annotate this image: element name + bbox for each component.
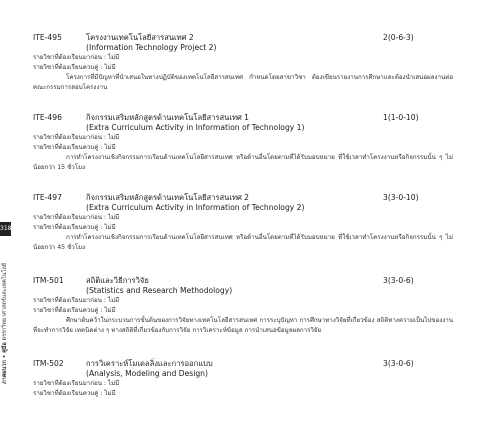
course-title-th: โครงงานเทคโนโลยีสารสนเทศ 2 [86,33,194,42]
course-title-th: การวิเคราะห์โมเดลลิ่งและการออกแบบ [86,359,213,368]
course-coreq: รายวิชาที่ต้องเรียนควบคู่ : ไม่มี [33,144,116,151]
course-credits: 2(0-6-3) [383,33,414,42]
course-title-th: สถิติและวิธีการวิจัย [86,276,149,285]
course-code: ITM-501 [33,276,64,285]
course-prereq: รายวิชาที่ต้องเรียนมาก่อน : ไม่มี [33,214,120,221]
course-block [33,193,453,253]
page-number: 318 [0,222,11,236]
course-credits: 1(1-0-10) [383,113,419,122]
course-prereq: รายวิชาที่ต้องเรียนมาก่อน : ไม่มี [33,297,120,304]
course-coreq: รายวิชาที่ต้องเรียนควบคู่ : ไม่มี [33,307,116,314]
course-prereq: รายวิชาที่ต้องเรียนมาก่อน : ไม่มี [33,380,120,387]
course-credits: 3(3-0-6) [383,359,414,368]
course-prereq: รายวิชาที่ต้องเรียนมาก่อน : ไม่มี [33,54,120,61]
course-code: ITE-496 [33,113,62,122]
course-title-en: (Statistics and Research Methodology) [86,286,233,295]
course-prereq: รายวิชาที่ต้องเรียนมาก่อน : ไม่มี [33,134,120,141]
side-running-header [1,244,10,384]
course-title-en: (Information Technology Project 2) [86,43,217,52]
course-description: การทำโครงงานเชิงกิจกรรมการเรียนด้านเทคโนโลยีสารสนเทศ หรือด้านอื่นโดยตามที่ได้รับมอบหมาย ที่ใช้เวลาทำโครงงานหรือกิจกรรมนั้น ๆ ไม่น้อยกว่า 15 ชั่วโมง [33,154,453,171]
side-label-rest: ตรรกวิทยาศาสตร์และเทคโนโลยี [2,262,8,343]
course-coreq: รายวิชาที่ต้องเรียนควบคู่ : ไม่มี [33,224,116,231]
course-title-th: กิจกรรมเสริมหลักสูตรด้านเทคโนโลยีสารสนเทศ 2 [86,193,250,202]
course-description: ศึกษาต้นคว้าในกระบวนการขั้นต้นของการวิจัยทางเทคโนโลยีสารสนเทศ การระบุปัญหา การศึกษาทางวิจัยที่เกี่ยวข้อง สถิติทางความเป็นไปของงานที่จะทำการวิจัย เทคนิคต่าง ๆ ทางสถิติที่เกี่ยวข้องกับการวิจัย การวิเคราะห์ข้อมูล การนำเสนอข้อมูลผลการวิจัย [33,317,453,334]
course-block [33,113,453,173]
course-code: ITE-497 [33,193,62,202]
course-code: ITM-502 [33,359,64,368]
course-description: การทำโครงงานเชิงกิจกรรมการเรียนด้านเทคโนโลยีสารสนเทศ หรือด้านอื่นโดยตามที่ได้รับมอบหมาย ที่ใช้เวลาทำโครงงานหรือกิจกรรมนั้น ๆ ไม่น้อยกว่า 45 ชั่วโมง [33,234,453,251]
side-label-bold: ภาคผนวก • คู่มือ [2,342,8,384]
course-block [33,359,453,399]
course-block [33,33,453,93]
course-description: โครงการที่มีปัญหาที่นำเสนอในทางปฏิบัติของเทคโนโลยีสารสนเทศ กำหนดโดยสาขาวิชา ต้องเขียนรายงานการศึกษาและต้องนำเสนอผลงานต่อคณะกรรมการสอบโครงงาน [33,74,453,91]
course-code: ITE-495 [33,33,62,42]
course-coreq: รายวิชาที่ต้องเรียนควบคู่ : ไม่มี [33,390,116,397]
course-title-en: (Analysis, Modeling and Design) [86,369,208,378]
course-block [33,276,453,336]
course-credits: 3(3-0-10) [383,193,419,202]
course-coreq: รายวิชาที่ต้องเรียนควบคู่ : ไม่มี [33,64,116,71]
course-title-en: (Extra Curriculum Activity in Information of Technology 1) [86,123,305,132]
course-title-en: (Extra Curriculum Activity in Information of Technology 2) [86,203,305,212]
course-title-th: กิจกรรมเสริมหลักสูตรด้านเทคโนโลยีสารสนเทศ 1 [86,113,250,122]
course-credits: 3(3-0-6) [383,276,414,285]
